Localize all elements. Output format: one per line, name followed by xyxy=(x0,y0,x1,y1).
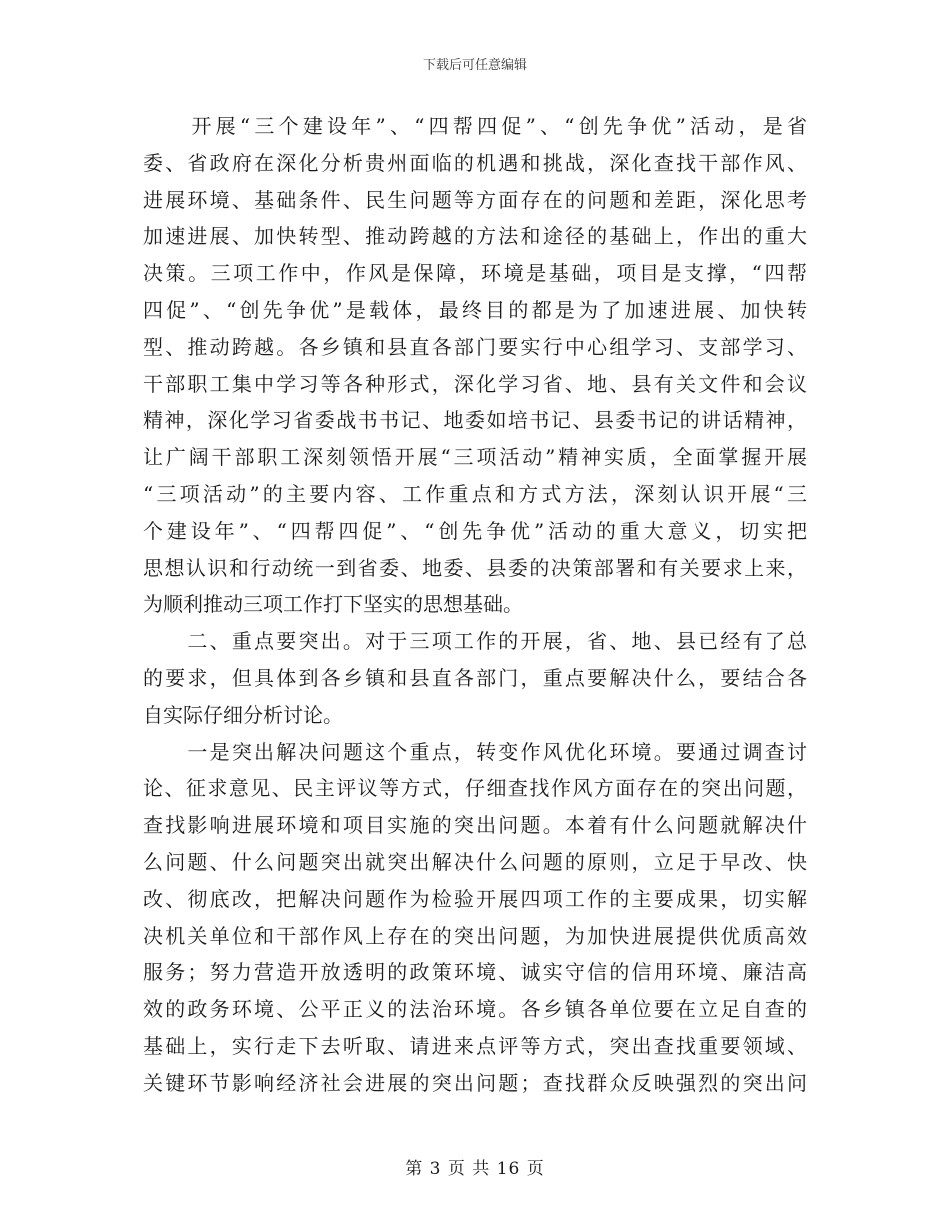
text-line: 委、省政府在深化分析贵州面临的机遇和挑战，深化查找干部作风、 xyxy=(143,150,807,175)
text-line: 加速进展、加快转型、推动跨越的方法和途径的基础上，作出的重大 xyxy=(143,224,807,249)
text-line: 查找影响进展环境和项目实施的突出问题。本着有什么问题就解决什 xyxy=(143,813,807,838)
text-line: 么问题、什么问题突出就突出解决什么问题的原则，立足于早改、快 xyxy=(143,849,807,874)
text-line: 个建设年”、“四帮四促”、“创先争优”活动的重大意义，切实把 xyxy=(143,518,807,543)
paragraph-1 xyxy=(143,108,807,623)
text-line: 服务；努力营造开放透明的政策环境、诚实守信的信用环境、廉洁高 xyxy=(143,960,807,985)
text-line: 改、彻底改，把解决问题作为检验开展四项工作的主要成果，切实解 xyxy=(143,886,807,911)
text-line: 论、征求意见、民主评议等方式，仔细查找作风方面存在的突出问题， xyxy=(143,776,807,801)
paragraph-2 xyxy=(143,623,807,733)
paragraph-3 xyxy=(143,734,807,1102)
page-footer: 第 3 页 共 16 页 xyxy=(405,1159,545,1179)
text-line: 关键环节影响经济社会进展的突出问题；查找群众反映强烈的突出问 xyxy=(143,1070,807,1095)
text-line: 自实际仔细分析讨论。 xyxy=(143,702,343,727)
text-line: 四促”、“创先争优”是载体，最终目的都是为了加速进展、加快转 xyxy=(143,297,807,322)
text-line: 为顺利推动三项工作打下坚实的思想基础。 xyxy=(143,592,523,617)
text-line: 思想认识和行动统一到省委、地委、县委的决策部署和有关要求上来， xyxy=(143,555,807,580)
text-line: 让广阔干部职工深刻领悟开展“三项活动”精神实质，全面掌握开展 xyxy=(143,445,807,470)
page-header: 下载后可任意编辑 xyxy=(422,58,527,73)
text-line: 决机关单位和干部作风上存在的突出问题，为加快进展提供优质高效 xyxy=(143,923,807,948)
text-line: 效的政务环境、公平正义的法治环境。各乡镇各单位要在立足自查的 xyxy=(143,997,807,1022)
text-line: 决策。三项工作中，作风是保障，环境是基础，项目是支撑，“四帮 xyxy=(143,261,807,286)
text-line: 型、推动跨越。各乡镇和县直各部门要实行中心组学习、支部学习、 xyxy=(143,334,807,359)
text-line: 开展“三个建设年”、“四帮四促”、“创先争优”活动，是省 xyxy=(143,114,807,138)
text-line: 干部职工集中学习等各种形式，深化学习省、地、县有关文件和会议 xyxy=(143,371,807,396)
text-line: 精神，深化学习省委战书书记、地委如培书记、县委书记的讲话精神， xyxy=(143,408,807,433)
text-line: “三项活动”的主要内容、工作重点和方式方法，深刻认识开展“三 xyxy=(143,481,807,506)
text-line: 二、重点要突出。对于三项工作的开展，省、地、县已经有了总 xyxy=(143,629,807,654)
document-body xyxy=(143,108,807,1102)
text-line: 进展环境、基础条件、民生问题等方面存在的问题和差距，深化思考 xyxy=(143,187,807,212)
text-line: 的要求，但具体到各乡镇和县直各部门，重点要解决什么，要结合各 xyxy=(143,665,807,690)
text-line: 一是突出解决问题这个重点，转变作风优化环境。要通过调查讨 xyxy=(143,739,807,764)
text-line: 基础上，实行走下去听取、请进来点评等方式，突出查找重要领域、 xyxy=(143,1033,807,1058)
